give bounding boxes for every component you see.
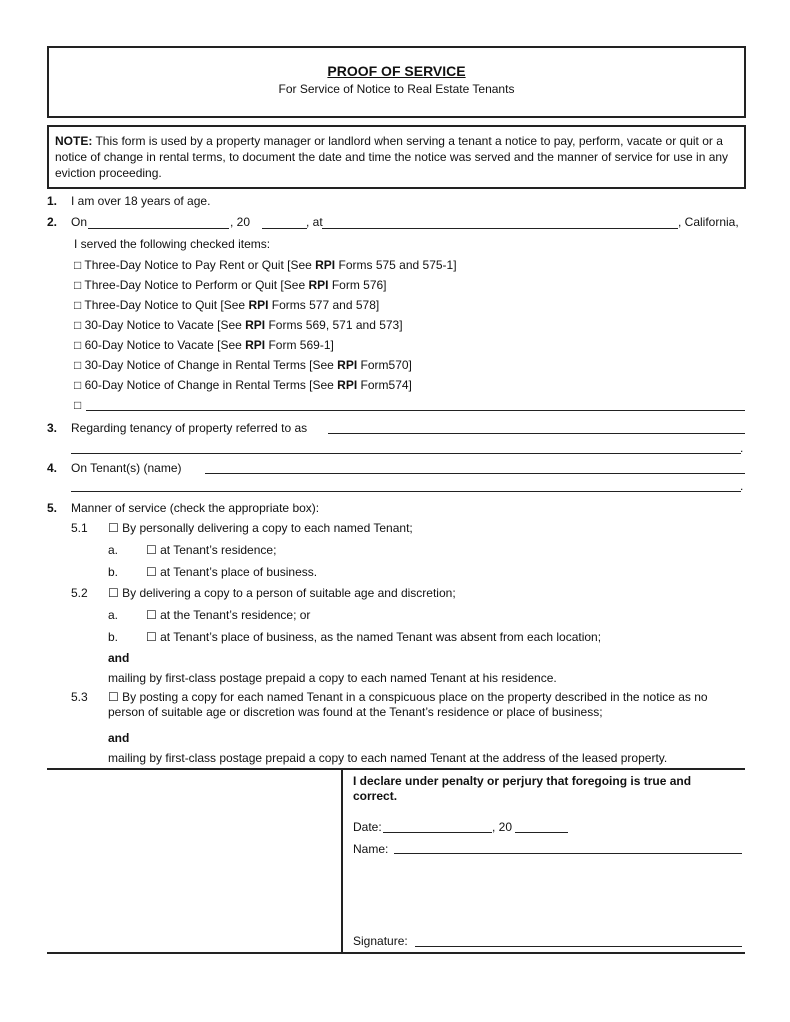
service-location-field[interactable] (322, 228, 678, 229)
service-checkbox[interactable]: ☐ (146, 608, 157, 622)
item3-number: 3. (47, 421, 58, 435)
notice-option-other-field[interactable] (86, 410, 745, 411)
item2-year-label: , 20 (230, 215, 251, 229)
tenant-name-field-line2[interactable] (71, 491, 741, 492)
item1-number: 1. (47, 194, 58, 208)
signature-year-label: , 20 (492, 820, 513, 834)
section-5-1: ☐ By personally delivering a copy to each named Tenant; (108, 521, 413, 535)
mailing-text-residence: mailing by first-class postage prepaid a copy to each named Tenant at his residence. (108, 671, 557, 685)
section-5-2b-letter: b. (108, 630, 119, 644)
service-date-field[interactable] (88, 228, 229, 229)
signature-label: Signature: (353, 934, 408, 948)
name-label: Name: (353, 842, 389, 856)
option-checkbox[interactable]: □ (74, 258, 82, 272)
section-5-2b: ☐ at Tenant’s place of business, as the named Tenant was absent from each location; (146, 630, 602, 644)
and-label: and (108, 651, 130, 665)
item2-state-label: , California, (678, 215, 739, 229)
section-5-1b-letter: b. (108, 565, 119, 579)
item2-served-text: I served the following checked items: (74, 237, 271, 251)
notice-option: □ 60-Day Notice to Vacate [See RPI Form 569-1] (74, 338, 334, 352)
notice-option: □ 60-Day Notice of Change in Rental Terms [See RPI Form574] (74, 378, 412, 392)
item5-text: Manner of service (check the appropriate box): (71, 501, 320, 515)
date-label: Date: (353, 820, 382, 834)
form-subtitle: For Service of Notice to Real Estate Tenants (278, 82, 515, 96)
service-checkbox[interactable]: ☐ (108, 521, 119, 535)
signature-divider (341, 770, 343, 954)
section-5-1b: ☐ at Tenant’s place of business. (146, 565, 318, 579)
section-5-2a: ☐ at the Tenant’s residence; or (146, 608, 311, 622)
signature-year-field[interactable] (515, 832, 568, 833)
section-5-2a-letter: a. (108, 608, 119, 622)
section-5-1-number: 5.1 (71, 521, 88, 535)
option-checkbox[interactable]: □ (74, 298, 82, 312)
service-checkbox[interactable]: ☐ (146, 565, 157, 579)
item2-at-label: , at (306, 215, 323, 229)
notice-option-other-checkbox[interactable]: □ (74, 398, 82, 412)
signature-field[interactable] (415, 946, 742, 947)
option-checkbox[interactable]: □ (74, 318, 82, 332)
signature-top-rule (47, 768, 745, 770)
service-checkbox[interactable]: ☐ (108, 690, 119, 704)
item2-number: 2. (47, 215, 58, 229)
tenant-name-field[interactable] (205, 473, 745, 474)
item4-number: 4. (47, 461, 58, 475)
note-box (47, 125, 746, 189)
section-5-2: ☐ By delivering a copy to a person of suitable age and discretion; (108, 586, 456, 600)
section-5-1a: ☐ at Tenant’s residence; (146, 543, 277, 557)
and-label: and (108, 731, 130, 745)
item4-period: . (740, 479, 744, 493)
form-title: PROOF OF SERVICE (327, 63, 466, 79)
section-5-2-number: 5.2 (71, 586, 88, 600)
notice-option: □ 30-Day Notice of Change in Rental Terms [See RPI Form570] (74, 358, 412, 372)
service-checkbox[interactable]: ☐ (146, 630, 157, 644)
property-field-line2[interactable] (71, 453, 741, 454)
item4-text: On Tenant(s) (name) (71, 461, 182, 475)
notice-option: □ Three-Day Notice to Quit [See RPI Forms 577 and 578] (74, 298, 380, 312)
declaration-text: I declare under penalty or perjury that foregoing is true and correct. (353, 774, 692, 803)
note-label: NOTE: (55, 134, 93, 148)
item3-period: . (740, 441, 744, 455)
option-checkbox[interactable]: □ (74, 338, 82, 352)
option-checkbox[interactable]: □ (74, 378, 82, 392)
section-5-1a-letter: a. (108, 543, 119, 557)
section-5-3: ☐ By posting a copy for each named Tenant in a conspicuous place on the property described in the notice as no (108, 690, 708, 704)
item5-number: 5. (47, 501, 58, 515)
notice-option: □ Three-Day Notice to Pay Rent or Quit [See RPI Forms 575 and 575-1] (74, 258, 457, 272)
notice-option: □ 30-Day Notice to Vacate [See RPI Forms 569, 571 and 573] (74, 318, 403, 332)
property-field[interactable] (328, 433, 745, 434)
service-year-field[interactable] (262, 228, 307, 229)
item3-text: Regarding tenancy of property referred to as (71, 421, 308, 435)
service-checkbox[interactable]: ☐ (108, 586, 119, 600)
section-5-3-number: 5.3 (71, 690, 88, 704)
signature-date-field[interactable] (383, 832, 492, 833)
note-text: This form is used by a property manager or landlord when serving a tenant a notice to pay, perform, vacate or quit or a notice of change in rental terms, to document the date and time the notice was served and the manner of service for use in any eviction proceeding. (55, 134, 729, 180)
item2-on-label: On (71, 215, 88, 229)
item1-text: I am over 18 years of age. (71, 194, 211, 208)
option-checkbox[interactable]: □ (74, 278, 82, 292)
title-box (47, 46, 746, 118)
notice-option: □ Three-Day Notice to Perform or Quit [See RPI Form 576] (74, 278, 387, 292)
service-checkbox[interactable]: ☐ (146, 543, 157, 557)
mailing-text-property: mailing by first-class postage prepaid a copy to each named Tenant at the address of the leased property. (108, 751, 668, 765)
signer-name-field[interactable] (394, 853, 742, 854)
signature-bottom-rule (47, 952, 745, 954)
option-checkbox[interactable]: □ (74, 358, 82, 372)
section-5-3-line2: person of suitable age or discretion was found at the Tenant’s residence or place of business; (108, 705, 603, 719)
